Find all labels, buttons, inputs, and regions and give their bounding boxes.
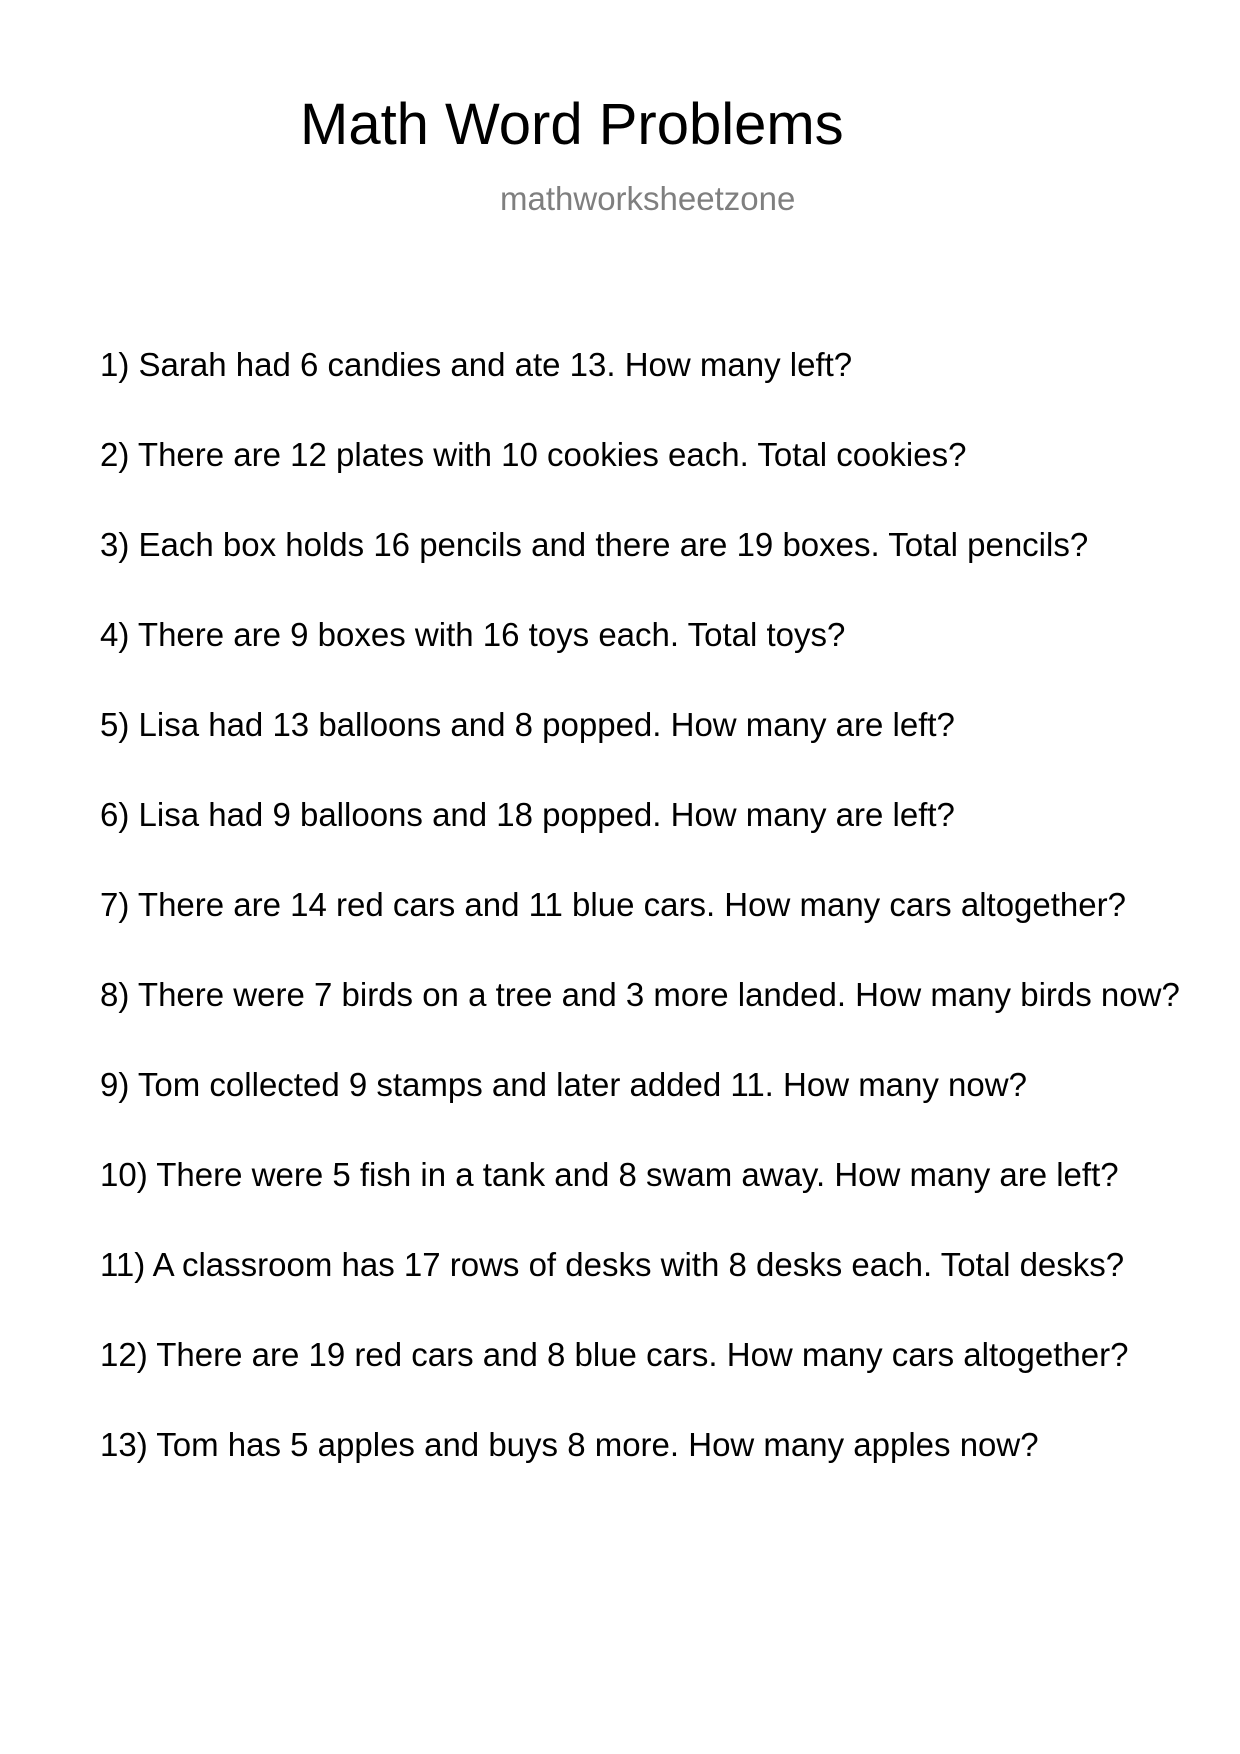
problem-list <box>100 348 1240 1518</box>
problem-item: 2) There are 12 plates with 10 cookies each. Total cookies? <box>100 436 967 473</box>
problem-item: 13) Tom has 5 apples and buys 8 more. How many apples now? <box>100 1426 1039 1463</box>
problem-item: 1) Sarah had 6 candies and ate 13. How many left? <box>100 346 853 383</box>
problem-item: 3) Each box holds 16 pencils and there are 19 boxes. Total pencils? <box>100 526 1089 563</box>
page-title: Math Word Problems <box>300 92 844 157</box>
problem-item: 7) There are 14 red cars and 11 blue cars. How many cars altogether? <box>100 886 1126 923</box>
problem-item: 10) There were 5 fish in a tank and 8 swam away. How many are left? <box>100 1156 1119 1193</box>
problem-item: 11) A classroom has 17 rows of desks with 8 desks each. Total desks? <box>100 1246 1125 1283</box>
problem-item: 9) Tom collected 9 stamps and later added 11. How many now? <box>100 1066 1027 1103</box>
problem-item: 4) There are 9 boxes with 16 toys each. Total toys? <box>100 616 846 653</box>
problem-item: 8) There were 7 birds on a tree and 3 more landed. How many birds now? <box>100 976 1180 1013</box>
problem-item: 12) There are 19 red cars and 8 blue cars. How many cars altogether? <box>100 1336 1129 1373</box>
problem-item: 5) Lisa had 13 balloons and 8 popped. How many are left? <box>100 706 955 743</box>
source-subtitle: mathworksheetzone <box>500 180 796 217</box>
problem-item: 6) Lisa had 9 balloons and 18 popped. How many are left? <box>100 796 955 833</box>
